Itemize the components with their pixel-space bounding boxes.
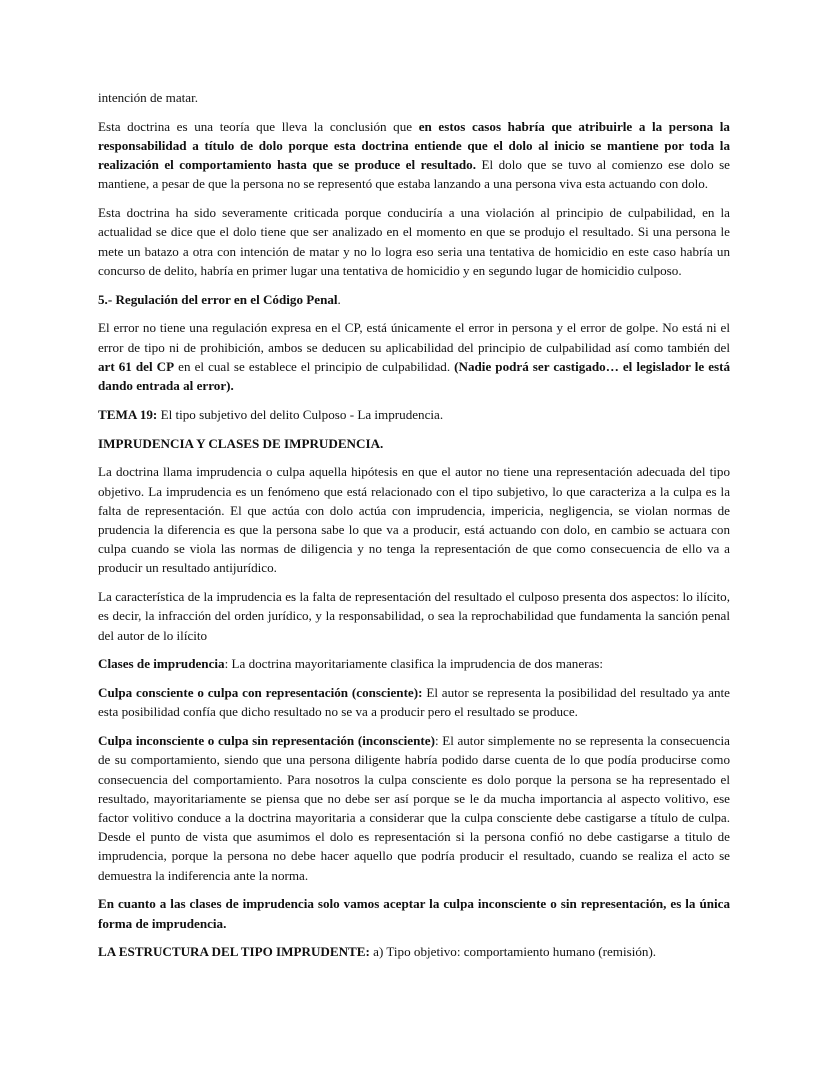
paragraph-estructura: LA ESTRUCTURA DEL TIPO IMPRUDENTE: a) Tipo objetivo: comportamiento humano (remisión).	[98, 944, 657, 960]
paragraph-caracteristica: La característica de la imprudencia es la falta de representación del resultado el culposo presenta dos aspectos: lo ilícito, es decir, la infracción del orden jurídico, y la responsabilidad, o sea la reprochabilidad que fundamenta la sanción penal del autor de lo ilícito	[98, 589, 730, 643]
paragraph-intro-fragment: intención de matar.	[98, 90, 198, 105]
document-page	[98, 88, 730, 971]
paragraph-critica: Esta doctrina ha sido severamente criticada porque conduciría a una violación al principio de culpabilidad, en la actualidad se dice que el dolo tiene que ser analizado en el momento en que se produjo el resultado. Si una persona le mete un batazo a otra con intención de matar y no lo logra eso seria una tentativa de homicidio en este caso habría un concurso de delito, habría en primer lugar una tentativa de homicidio y en segundo lugar de homicidio culposo.	[98, 205, 730, 278]
paragraph-conclusion: En cuanto a las clases de imprudencia solo vamos aceptar la culpa inconsciente o sin representación, es la única forma de imprudencia.	[98, 896, 730, 931]
paragraph-culpa-consciente: Culpa consciente o culpa con representación (consciente): El autor se representa la posibilidad del resultado ya ante esta posibilidad confía que dicho resultado no se va a producir pero el resultado se produce.	[98, 685, 730, 720]
paragraph-definicion-imprudencia: La doctrina llama imprudencia o culpa aquella hipótesis en que el autor no tiene una representación adecuada del tipo objetivo. La imprudencia es un fenómeno que está relacionado con el tipo subjetivo, lo que caracteriza a la culpa es la falta de representación. El que actúa con dolo actúa con imprudencia, impericia, negligencia, se violan normas de prudencia la diferencia es que la persona sabe lo que va a producir, está actuando con dolo, en cambio se actuara con culpa cuando se viola las normas de diligencia y no tenga la representación de que como consecuencia de ello va a producir un resultado antijurídico.	[98, 464, 730, 576]
paragraph-clases: Clases de imprudencia: La doctrina mayoritariamente clasifica la imprudencia de dos maneras:	[98, 656, 604, 672]
section-heading-imprudencia: IMPRUDENCIA Y CLASES DE IMPRUDENCIA.	[98, 435, 384, 451]
paragraph-culpa-inconsciente: Culpa inconsciente o culpa sin representación (inconsciente): El autor simplemente no se representa la consecuencia de su comportamiento, siendo que una persona diligente habría podido darse cuenta de lo que podía producirse como consecuencia del comportamiento. Para nosotros la culpa consciente es dolo porque la persona se ha representado el resultado, mayoritariamente se piensa que no debe ser así porque se le da mucha importancia al aspecto volitivo, ese factor volitivo conduce a la doctrina mayoritaria a considerar que la culpa consciente debe castigarse a título de culpa. Desde el punto de vista que asumimos el dolo es representación si la persona confió no debe castigarse a titulo de imprudencia, porque la persona no debe hacer aquello que podría producir el resultado, cuando se realiza el acto se demuestra la indiferencia ante la norma.	[98, 733, 730, 883]
section-heading-regulacion: 5.- Regulación del error en el Código Penal.	[98, 291, 341, 307]
paragraph-doctrina-dolo: Esta doctrina es una teoría que lleva la conclusión que en estos casos habría que atribuirle a la persona la responsabilidad a título de dolo porque esta doctrina entiende que el dolo al inicio se mantiene por toda la realización el comportamiento hasta que se produce el resultado. El dolo que se tuvo al comienzo ese dolo se mantiene, a pesar de que la persona no se representó que estaba lanzando a una persona viva esta actuando con dolo.	[98, 118, 730, 192]
tema-heading: TEMA 19: El tipo subjetivo del delito Culposo - La imprudencia.	[98, 406, 444, 422]
paragraph-error-cp: El error no tiene una regulación expresa en el CP, está únicamente el error in persona y el error de golpe. No está ni el error de tipo ni de prohibición, ambos se deducen su aplicabilidad del principio de culpabilidad así como también del art 61 del CP en el cual se establece el principio de culpabilidad. (Nadie podrá ser castigado… el legislador le está dando entrada al error).	[98, 320, 731, 394]
article-reference: art 61 del CP	[98, 358, 175, 374]
bold-statement: en estos casos habría que atribuirle a la persona la responsabilidad a título de dolo porque esta doctrina entiende que el dolo al inicio se mantiene por toda la realización el comportamiento hasta que se produce el resultado.	[98, 118, 730, 173]
bold-note: (Nadie podrá ser castigado… el legislador le está dando entrada al error).	[98, 358, 731, 394]
